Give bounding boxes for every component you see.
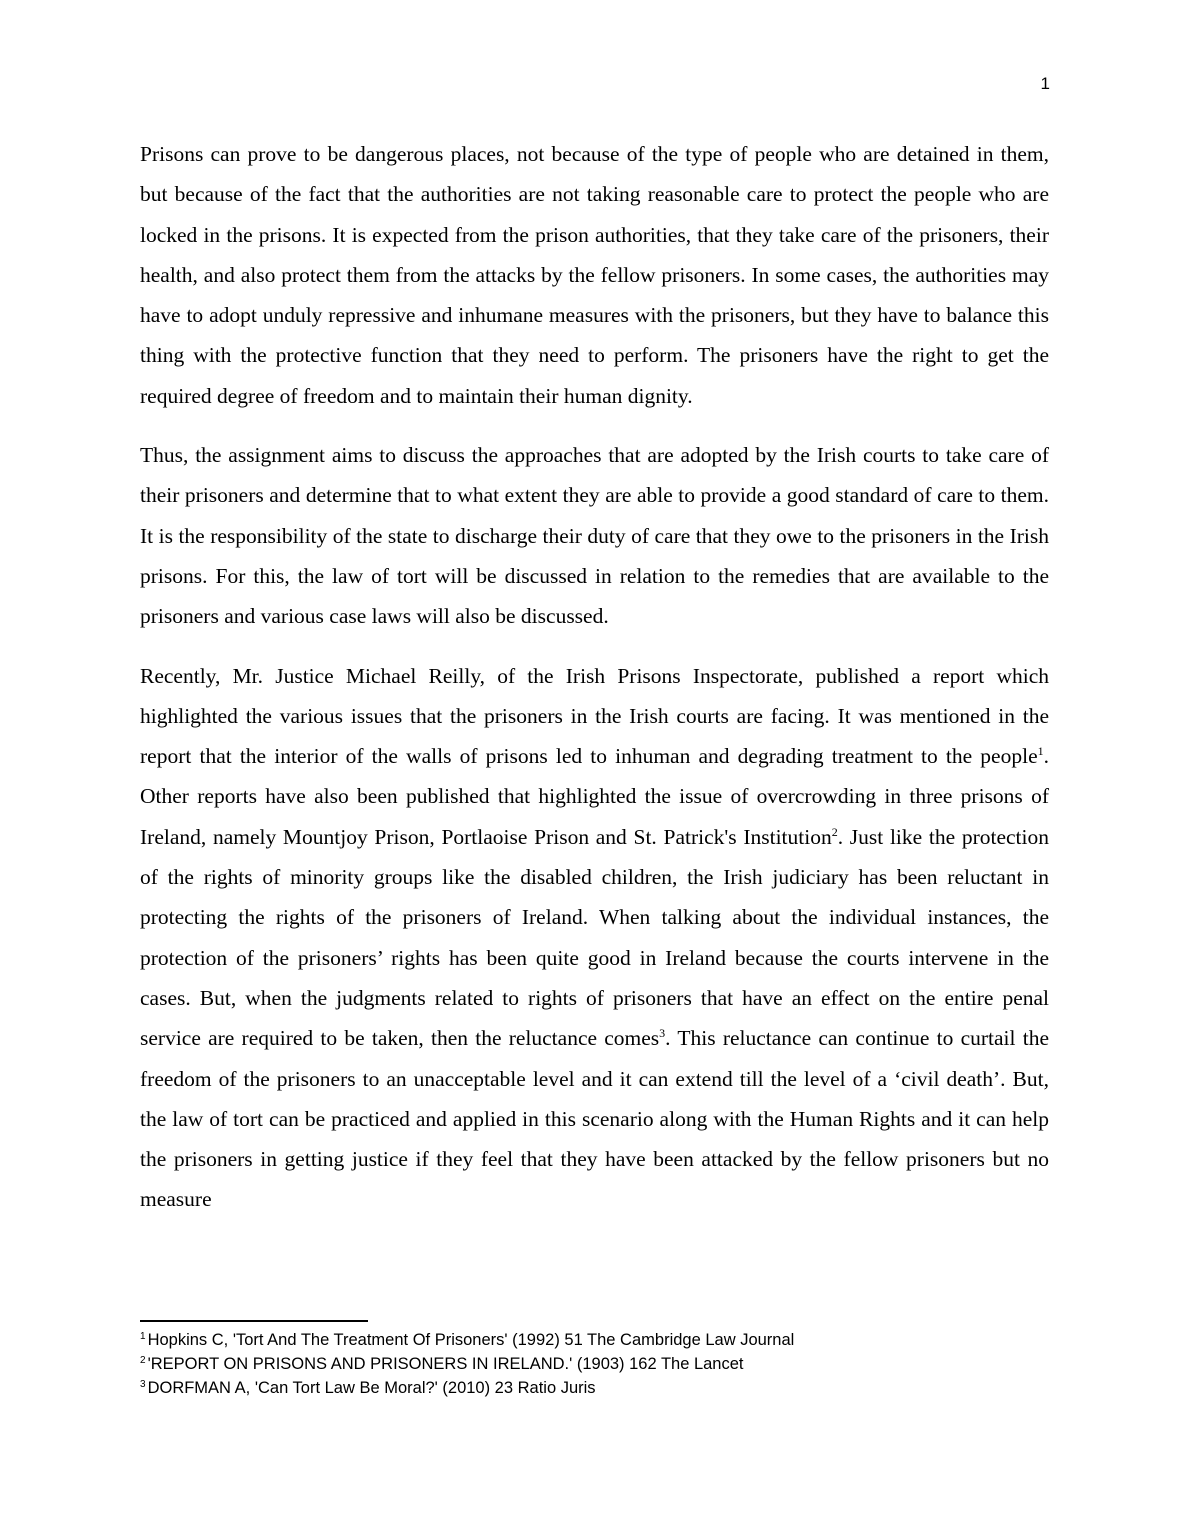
footnotes bbox=[140, 1328, 1049, 1400]
footnote-text: 'REPORT ON PRISONS AND PRISONERS IN IRELAND.' (1903) 162 The Lancet bbox=[147, 1355, 744, 1373]
footnote-text: Hopkins C, 'Tort And The Treatment Of Prisoners' (1992) 51 The Cambridge Law Journal bbox=[147, 1331, 795, 1349]
footnote-text: DORFMAN A, 'Can Tort Law Be Moral?' (2010) 23 Ratio Juris bbox=[147, 1379, 596, 1397]
footnote-separator bbox=[140, 1320, 368, 1322]
paragraph-3-part-4: . This reluctance can continue to curtail the freedom of the prisoners to an unacceptable level and it can extend till the level of a ‘civil death’. But, the law of tort can be practiced and applied in this scenario along with the Human Rights and it can help the prisoners in getting justice if they feel that they have been attacked by the fellow prisoners but no measure bbox=[140, 1026, 1049, 1212]
footnote-number: 3 bbox=[140, 1379, 146, 1390]
paragraph-1: Prisons can prove to be dangerous places, not because of the type of people who are detained in them, but because of the fact that the authorities are not taking reasonable care to protect the people who are locked in the prisons. It is expected from the prison authorities, that they take care of the prisoners, their health, and also protect them from the attacks by the fellow prisoners. In some cases, the authorities may have to adopt unduly repressive and inhumane measures with the prisoners, but they have to balance this thing with the protective function that they need to perform. The prisoners have the right to get the required degree of freedom and to maintain their human dignity. bbox=[140, 142, 1049, 408]
paragraph-3 bbox=[140, 656, 1049, 1220]
paragraph-3-part-3: . Just like the protection of the rights of minority groups like the disabled children, the Irish judiciary has been reluctant in protecting the rights of the prisoners of Ireland. When talking about the individual instances, the protection of the prisoners’ rights has been quite good in Ireland because the courts intervene in the cases. But, when the judgments related to rights of prisoners that have an effect on the entire penal service are required to be taken, then the reluctance comes bbox=[140, 824, 1049, 1051]
page-number: 1 bbox=[1040, 74, 1050, 93]
paragraph-2: Thus, the assignment aims to discuss the approaches that are adopted by the Irish courts to take care of their prisoners and determine that to what extent they are able to provide a good standard of care to them. It is the responsibility of the state to discharge their duty of care that they owe to the prisoners in the Irish prisons. For this, the law of tort will be discussed in relation to the remedies that are available to the prisoners and various case laws will also be discussed. bbox=[140, 443, 1049, 629]
footnote-ref-1[interactable]: 1 bbox=[1037, 744, 1044, 759]
body-text bbox=[140, 134, 1049, 1239]
paragraph-3-part-1: Recently, Mr. Justice Michael Reilly, of the Irish Prisons Inspectorate, published a report which highlighted the various issues that the prisoners in the Irish courts are facing. It was mentioned in the report that the interior of the walls of prisons led to inhuman and degrading treatment to the people bbox=[140, 663, 1049, 769]
paragraph-3-part-2: . Other reports have also been published that highlighted the issue of overcrowding in three prisons of Ireland, namely Mountjoy Prison, Portlaoise Prison and St. Patrick's Institution bbox=[140, 744, 1049, 849]
footnote-2 bbox=[140, 1352, 1049, 1376]
footnote-3 bbox=[140, 1376, 1049, 1400]
footnote-ref-2[interactable]: 2 bbox=[831, 824, 838, 839]
footnote-1 bbox=[140, 1328, 1049, 1352]
footnote-ref-3[interactable]: 3 bbox=[659, 1026, 666, 1041]
footnote-number: 1 bbox=[140, 1331, 146, 1342]
footnote-number: 2 bbox=[140, 1355, 146, 1366]
